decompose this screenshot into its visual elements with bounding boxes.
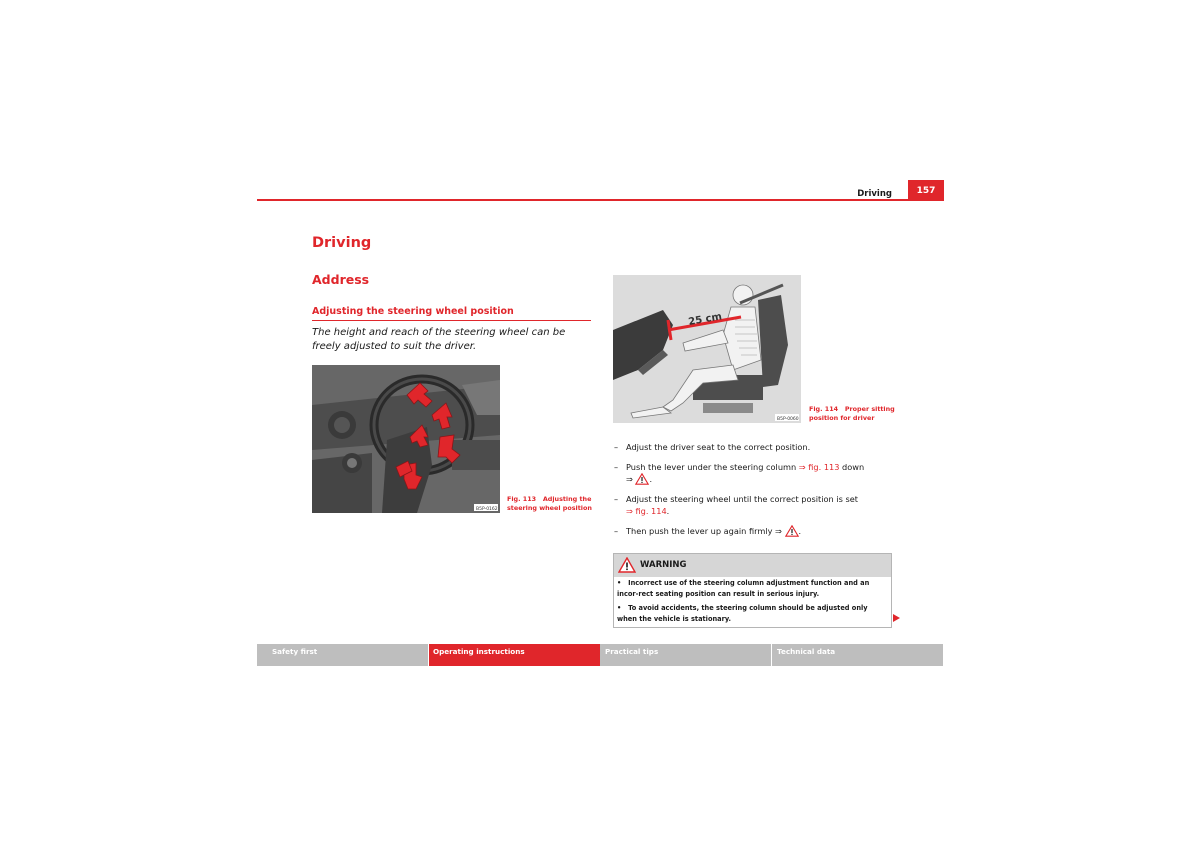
figure-114-label: Fig. 114 xyxy=(809,405,839,413)
step-2 xyxy=(614,461,894,488)
step-3-text: Adjust the steering wheel until the correct position is set xyxy=(626,494,858,504)
warning-ref-arrow: ⇒ xyxy=(626,474,636,484)
seating-position-illustration xyxy=(613,275,801,423)
figure-113-steering-wheel-image xyxy=(312,365,500,513)
intro-paragraph: The height and reach of the steering wheel can be freely adjusted to suit the driver. xyxy=(312,327,566,352)
step-2-period: . xyxy=(649,474,653,484)
warning-bullet: • xyxy=(617,604,622,612)
warning-title: WARNING xyxy=(640,560,687,570)
fig-114-link[interactable]: ⇒ fig. 114 xyxy=(626,506,667,516)
figure-114-code: B5P-0060 xyxy=(777,417,799,422)
warning-item-1 xyxy=(617,578,889,599)
step-4-text: Then push the lever up again firmly ⇒ xyxy=(626,526,785,536)
figure-113-label: Fig. 113 xyxy=(507,495,537,503)
step-3-period: . xyxy=(666,506,670,516)
figure-114-seating-image xyxy=(613,275,801,423)
warning-item-2 xyxy=(617,603,889,624)
warning-bullet: • xyxy=(617,579,622,587)
step-dash: – xyxy=(614,442,619,452)
figure-113-code: B5P-0162 xyxy=(476,507,498,512)
warning-box xyxy=(613,553,892,628)
warning-header xyxy=(614,554,891,577)
step-4 xyxy=(614,525,894,540)
warning-triangle-icon[interactable] xyxy=(785,525,799,540)
nav-tab-practical-tips[interactable]: Practical tips xyxy=(600,644,771,666)
section-heading: Address xyxy=(312,272,370,287)
step-4-period: . xyxy=(798,526,802,536)
warning-item-1-text: Incorrect use of the steering column adjustment function and an incor-rect seating position can result in serious injury. xyxy=(617,579,870,598)
subsection-rule xyxy=(312,320,591,321)
step-dash: – xyxy=(614,462,619,472)
figure-114-caption-text: Proper sitting position for driver xyxy=(809,405,895,422)
step-1 xyxy=(614,441,894,453)
nav-tab-safety-first[interactable]: Safety first xyxy=(257,644,428,666)
figure-113-caption-text: Adjusting the steering wheel position xyxy=(507,495,592,512)
subsection-heading: Adjusting the steering wheel position xyxy=(312,306,514,317)
nav-tab-operating-instructions[interactable]: Operating instructions xyxy=(429,644,600,666)
step-dash: – xyxy=(614,494,619,504)
figure-113-caption xyxy=(507,495,597,513)
steering-wheel-illustration xyxy=(312,365,500,513)
step-2-text-end: down xyxy=(839,462,865,472)
step-3 xyxy=(614,493,894,517)
fig-113-link[interactable]: ⇒ fig. 113 xyxy=(798,462,840,472)
step-dash: – xyxy=(614,526,619,536)
nav-tab-technical-data[interactable]: Technical data xyxy=(772,644,943,666)
running-header-title: Driving xyxy=(857,189,892,199)
warning-triangle-icon[interactable] xyxy=(635,473,649,488)
figure-114-caption xyxy=(809,405,899,423)
chapter-heading: Driving xyxy=(312,235,372,251)
step-1-text: Adjust the driver seat to the correct position. xyxy=(626,442,811,452)
distance-label: 25 cm xyxy=(687,311,723,328)
warning-triangle-icon xyxy=(618,557,636,573)
step-2-text: Push the lever under the steering column xyxy=(626,462,799,472)
header-rule xyxy=(257,199,944,201)
continue-arrow-icon xyxy=(893,614,900,622)
page-number: 157 xyxy=(908,180,944,201)
warning-item-2-text: To avoid accidents, the steering column should be adjusted only when the vehicle is stationary. xyxy=(617,604,868,623)
